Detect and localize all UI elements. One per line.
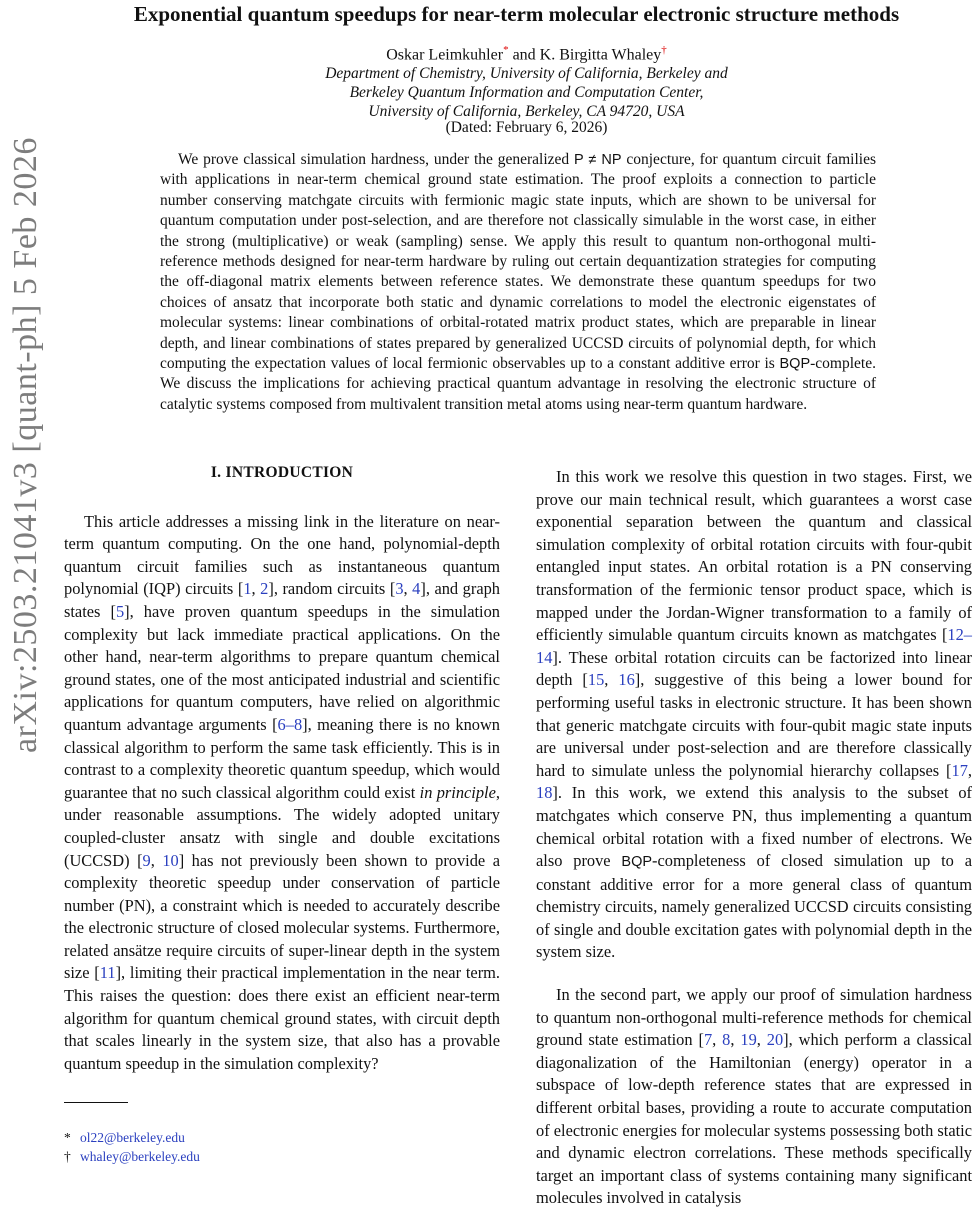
citation-link[interactable]: 15 [587, 670, 605, 690]
email-link[interactable]: ol22@berkeley.edu [80, 1130, 185, 1145]
paper-title: Exponential quantum speedups for near-term molecular electronic structure methods [133, 2, 900, 26]
intro-paragraph [64, 511, 500, 1076]
body-text: ]. In this work, we extend this analysis to the subset of matchgates which conserve PN, thus implementing a quantum chemical orbital rotation with a fixed number of electrons. We also prove [536, 783, 972, 871]
author-line [80, 44, 973, 64]
body-text: ], limiting their practical implementation in the near term. This raises the question: does there exist an efficient near-term algorithm for quantum chemical ground states, with circuit depth that scales linearly in the system size, that also has a provable quantum speedup in the simulation complexity? [64, 963, 500, 1073]
body-text: , [403, 579, 413, 599]
abstract-text: -complete. We discuss the implications for achieving practical quantum advantage in resolving the electronic structure of catalytic systems composed from multivalent transition metal atoms using near-term quantum hardware. [160, 355, 876, 413]
body-text: -completeness of closed simulation up to a constant additive error for a more general class of quantum chemistry circuits, namely generalized UCCSD circuits consisting of single and double excitation gates with polynomial depth in the system size. [536, 851, 972, 962]
complexity-class: BQP [621, 854, 653, 871]
citation-link[interactable]: 17 [951, 760, 968, 780]
author-separator: and [508, 46, 540, 64]
body-text: , [967, 760, 972, 780]
body-text: ] has not previously been shown to provide a complexity theoretic speedup under conservation of particle number (PN), a constraint which is needed to accurately describe the electronic structure of closed molecular systems. Furthermore, related ansätze require circuits of super-linear depth in the system size [ [64, 850, 500, 983]
author-footnote-mark[interactable]: * [503, 44, 509, 56]
citation-link[interactable]: 7 [703, 1030, 713, 1050]
abstract [160, 150, 876, 415]
body-text: , [604, 670, 619, 690]
author-name: K. Birgitta Whaley [539, 46, 662, 64]
citation-link[interactable]: 20 [766, 1030, 784, 1050]
citation-link[interactable]: 18 [536, 783, 553, 803]
emphasis-text: in principle [419, 782, 496, 802]
intro-paragraph [536, 466, 972, 964]
body-text: ], suggestive of this being a lower bound for performing useful tasks in electronic structure. It has been shown that generic matchgate circuits with four-qubit magic state inputs are universal under post-selection and are therefore classically hard to simulate unless the polynomial hierarchy collapses [ [536, 670, 972, 780]
abstract-text: We prove classical simulation hardness, under the generalized [178, 151, 575, 168]
body-text: ], random circuits [ [268, 579, 396, 599]
footnote-mark: † [64, 1149, 71, 1164]
citation-link[interactable]: 4 [412, 579, 421, 599]
citation-link[interactable]: 10 [162, 850, 179, 870]
intro-paragraph [536, 984, 972, 1210]
footnotes [64, 1128, 200, 1166]
body-text: ], and graph states [ [64, 579, 500, 621]
body-text: , [712, 1030, 723, 1050]
citation-link[interactable]: 16 [618, 670, 635, 690]
author-name: Oskar Leimkuhler [386, 46, 504, 64]
footnote [64, 1128, 200, 1147]
arxiv-identifier: arXiv:2503.21041v3 [quant-ph] 5 Feb 2026 [7, 137, 44, 753]
body-text: ], which perform a classical diagonalization of the Hamiltonian (energy) operator in a subspace of low-depth reference states that are expressed in different orbital bases, providing a route to accurate computation of electronic energies for molecular systems possessing both static and dynamic electron correlations. These methods specifically target an important class of systems containing many significant molecules involved in catalysis [536, 1030, 972, 1208]
footnote-rule [64, 1102, 128, 1103]
body-text: , [730, 1030, 741, 1050]
body-text: , under reasonable assumptions. The widely adopted unitary coupled-cluster ansatz with single and double excitations (UCCSD) [ [64, 782, 500, 870]
abstract-text: conjecture, for quantum circuit families with applications in near-term chemical ground state estimation. The proof exploits a connection to particle number conserving matchgate circuits with fermionic magic state inputs, which are shown to be universal for quantum computation under post-selection, and are therefore not classically simulable in the worst case, in either the strong (multiplicative) or weak (sampling) sense. We apply this result to quantum non-orthogonal multi-reference methods designed for near-term hardware by ruling out certain dequantization strategies for computing the off-diagonal matrix elements between reference states. We demonstrate these quantum speedups for two choices of ansatz that incorporate both static and dynamic correlations to model the electronic eigenstates of molecular systems: linear combinations of orbital-rotated matrix product states, which are preparable in linear depth, and linear combinations of states prepared by generalized UCCSD circuits of polynomial depth, for which computing the expectation values of local fermionic observables up to a constant additive error is [160, 151, 876, 373]
citation-link[interactable]: 9 [142, 850, 151, 870]
left-column [64, 462, 500, 1075]
affiliation [80, 64, 973, 121]
arxiv-sidebar [4, 137, 48, 753]
body-text: , [756, 1030, 767, 1050]
body-text: This article addresses a missing link in the literature on near-term quantum computing. On the one hand, polynomial-depth quantum circuit families such as instantaneous quantum polynomial (IQP) circuits [ [64, 511, 500, 599]
citation-link[interactable]: 6–8 [277, 714, 303, 734]
body-text: In this work we resolve this question in two stages. First, we prove our main technical result, which guarantees a worst case exponential separation between the quantum and classical simulation complexity of orbital rotation circuits with four-qubit entangled input states. An orbital rotation is a PN conserving transformation of the fermionic tensor product space, which is mapped under the Jordan-Wigner transformation to a family of efficiently simulable quantum circuits known as matchgates [ [536, 467, 972, 645]
citation-link[interactable]: 12–14 [536, 625, 972, 667]
body-text: , [251, 579, 261, 599]
body-text: ], meaning there is no known classical algorithm to perform the same task efficiently. This is in contrast to a complexity theoretic quantum speedup, which would guarantee that no such classical algorithm could exist [64, 714, 501, 802]
body-text: In the second part, we apply our proof of simulation hardness to quantum non-orthogonal multi-reference methods for chemical ground state estimation [ [536, 985, 972, 1050]
dated-line: (Dated: February 6, 2026) [445, 119, 608, 136]
citation-link[interactable]: 2 [260, 579, 269, 599]
body-text: , [150, 850, 163, 870]
citation-link[interactable]: 1 [243, 579, 252, 599]
body-text: ], have proven quantum speedups in the simulation complexity but lack immediate practical applications. On the other hand, near-term algorithms to prepare quantum chemical ground states, one of the most anticipated industrial and scientific applications for quantum computers, have relied on algorithmic quantum advantage arguments [ [64, 601, 500, 734]
citation-link[interactable]: 11 [99, 963, 116, 983]
affiliation-line: Department of Chemistry, University of California, Berkeley and [325, 65, 728, 82]
affiliation-line: Berkeley Quantum Information and Computation Center, [349, 84, 704, 101]
footnote-mark: * [64, 1130, 71, 1145]
author-footnote-mark[interactable]: † [661, 44, 667, 56]
email-link[interactable]: whaley@berkeley.edu [80, 1149, 200, 1164]
citation-link[interactable]: 5 [115, 601, 125, 621]
citation-link[interactable]: 8 [722, 1030, 731, 1050]
footnote [64, 1147, 200, 1166]
section-heading: I. INTRODUCTION [210, 464, 354, 481]
citation-link[interactable]: 19 [740, 1030, 757, 1050]
complexity-class: BQP [779, 356, 811, 373]
right-column [536, 466, 972, 1210]
citation-link[interactable]: 3 [395, 579, 404, 599]
affiliation-line: University of California, Berkeley, CA 94720, USA [368, 103, 685, 120]
body-text: ]. These orbital rotation circuits can be factorized into linear depth [ [536, 647, 972, 690]
complexity-class: P ≠ NP [574, 152, 622, 168]
